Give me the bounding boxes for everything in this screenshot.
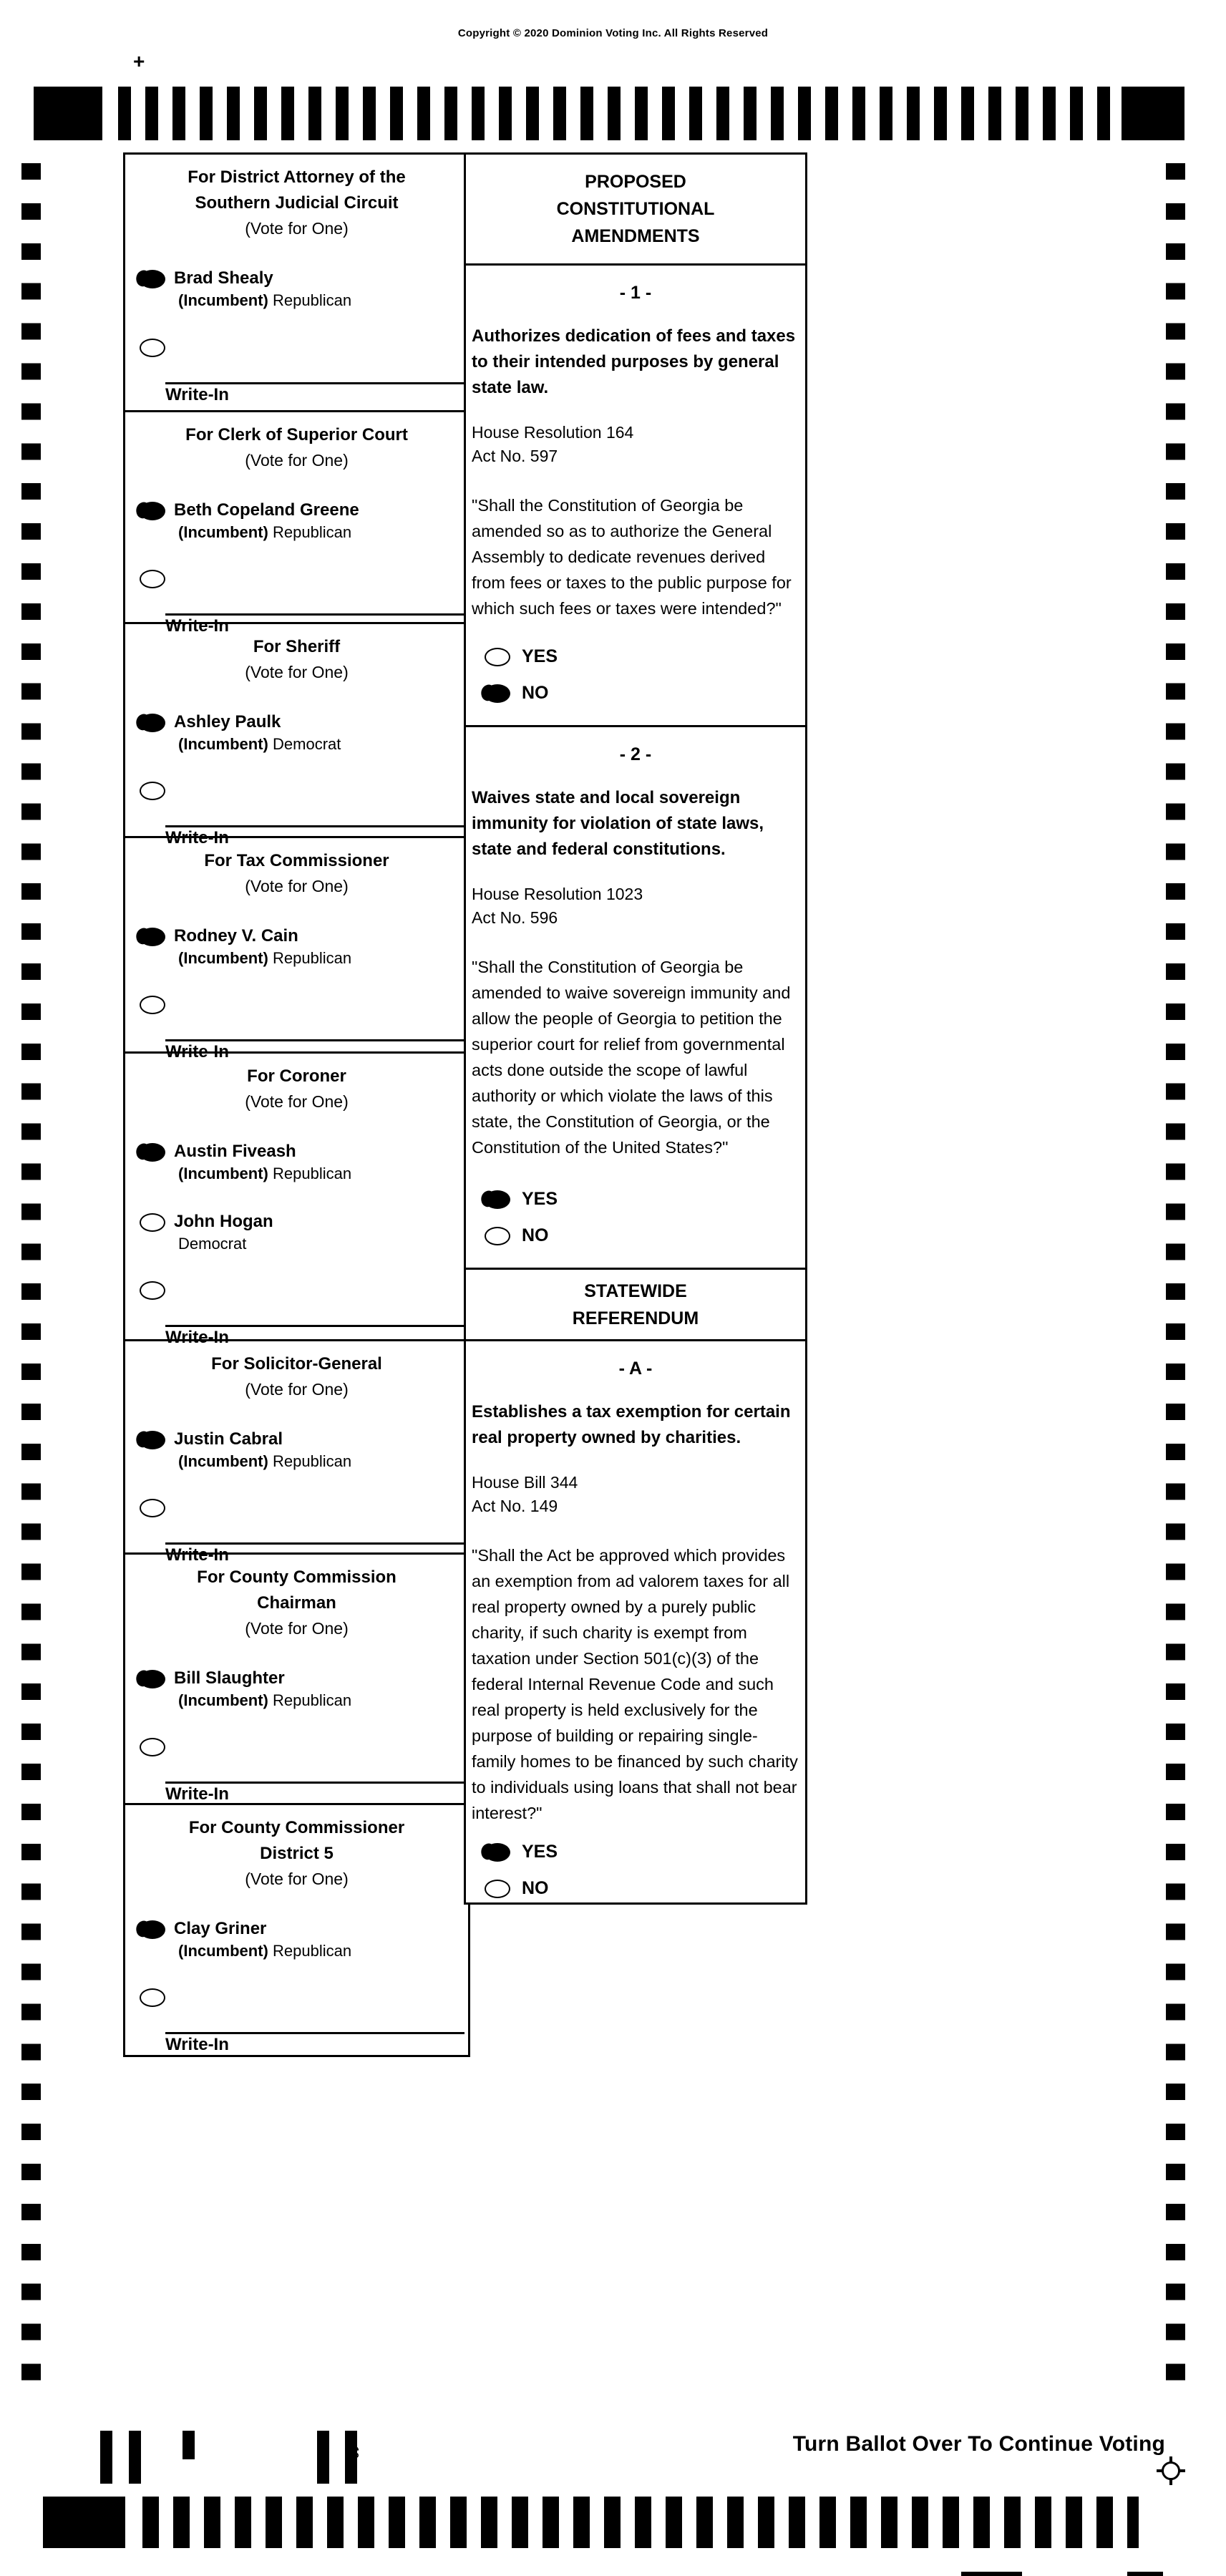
authority-line: House Resolution 164 <box>472 423 634 442</box>
fill-oval[interactable] <box>140 1431 165 1449</box>
incumbent-label: (Incumbent) <box>178 523 268 541</box>
measure-number: - 2 - <box>619 744 652 764</box>
candidate-info <box>174 1668 351 1711</box>
candidate-name: Ashley Paulk <box>174 712 281 732</box>
candidate-name: Brad Shealy <box>174 268 273 288</box>
contest-county-commission-chairman <box>125 1552 468 1803</box>
incumbent-label: (Incumbent) <box>178 1165 268 1182</box>
write-in-area <box>125 1499 468 1568</box>
write-in-label: Write-In <box>165 385 229 404</box>
measure-amendment-2 <box>466 725 805 1268</box>
candidate-party <box>178 1941 351 1961</box>
party-label: Democrat <box>273 735 341 753</box>
copyright-notice: Copyright © 2020 Dominion Voting Inc. All Rights Reserved <box>457 27 769 39</box>
candidate-option <box>125 711 468 754</box>
candidate-party <box>178 1452 351 1472</box>
party-label: Republican <box>273 1942 352 1960</box>
fill-oval[interactable] <box>485 648 510 666</box>
code-bar <box>183 2431 195 2459</box>
write-in-label: Write-In <box>165 1042 229 1061</box>
fill-oval[interactable] <box>140 782 165 800</box>
code-bar <box>317 2431 329 2484</box>
candidate-option <box>125 268 468 311</box>
candidate-info <box>174 925 351 968</box>
measure-referendum-a <box>466 1339 805 1902</box>
fill-oval[interactable] <box>140 1988 165 2007</box>
candidate-name: Rodney V. Cain <box>174 926 298 946</box>
incumbent-label: (Incumbent) <box>178 1452 268 1470</box>
timing-mark-row-bottom <box>142 2497 1139 2548</box>
contest-tax-commissioner <box>125 836 468 1061</box>
incumbent-label: (Incumbent) <box>178 1691 268 1709</box>
header-line: STATEWIDE <box>584 1280 687 1301</box>
authority-line: House Resolution 1023 <box>472 885 643 903</box>
candidate-list <box>125 1918 468 1988</box>
candidate-option <box>125 1211 468 1254</box>
fill-oval[interactable] <box>140 1499 165 1517</box>
contest-title <box>125 1815 468 1867</box>
contest-title <box>125 165 468 216</box>
fill-oval[interactable] <box>140 1143 165 1162</box>
candidate-party <box>178 734 341 754</box>
party-label: Republican <box>273 291 352 309</box>
choice-label: NO <box>522 1225 549 1245</box>
fill-oval[interactable] <box>140 1213 165 1232</box>
vote-instruction: (Vote for One) <box>245 219 349 238</box>
candidate-party <box>178 1164 351 1184</box>
contest-county-commissioner-district-5 <box>125 1803 468 2055</box>
choice-yes <box>472 1189 799 1210</box>
candidate-info <box>174 1211 273 1254</box>
measure-amendment-1 <box>466 263 805 725</box>
choice-label: YES <box>522 1842 558 1862</box>
choice-yes <box>472 1842 799 1862</box>
candidate-party <box>178 291 351 311</box>
contest-title <box>125 1064 468 1089</box>
measure-question: "Shall the Constitution of Georgia be amended to waive sovereign immunity and allow the people of Georgia to petition the superior court for relief from governmental acts done outside the scope of lawful authority or which violate the laws of this state, the Constitution of Georgia, or the Constitution of the United States?" <box>472 958 791 1157</box>
choice-label: NO <box>522 1878 549 1898</box>
fill-oval[interactable] <box>485 1843 510 1862</box>
measure-summary: Authorizes dedication of fees and taxes to their intended purposes by general state law. <box>472 326 796 397</box>
scan-artifact <box>961 2572 1022 2576</box>
write-in-label: Write-In <box>165 828 229 847</box>
fill-oval[interactable] <box>485 1227 510 1245</box>
timing-mark-block-top-left <box>34 87 102 140</box>
write-in-label: Write-In <box>165 2035 229 2054</box>
fill-oval[interactable] <box>140 928 165 946</box>
vote-instruction: (Vote for One) <box>245 1380 349 1399</box>
candidate-name: John Hogan <box>174 1212 273 1231</box>
candidate-option <box>125 1429 468 1472</box>
candidate-name: Clay Griner <box>174 1919 267 1938</box>
candidate-name: Bill Slaughter <box>174 1668 285 1688</box>
contest-sheriff <box>125 622 468 847</box>
write-in-area <box>125 339 468 407</box>
measure-authority <box>472 1471 799 1518</box>
candidate-info <box>174 500 359 543</box>
candidate-list <box>125 1141 468 1281</box>
fill-oval[interactable] <box>140 339 165 357</box>
contest-title-line: For District Attorney of the <box>188 167 406 187</box>
authority-line: House Bill 344 <box>472 1473 578 1492</box>
fill-oval[interactable] <box>140 270 165 288</box>
candidate-list <box>125 500 468 570</box>
code-bar <box>100 2431 112 2484</box>
vote-instruction: (Vote for One) <box>245 1870 349 1888</box>
candidate-option <box>125 925 468 968</box>
vote-instruction: (Vote for One) <box>245 877 349 895</box>
candidate-option <box>125 1668 468 1711</box>
fill-oval[interactable] <box>140 502 165 520</box>
choice-no <box>472 1225 799 1246</box>
header-line: REFERENDUM <box>572 1308 699 1328</box>
contest-district-attorney <box>125 155 468 410</box>
fill-oval[interactable] <box>140 714 165 732</box>
write-in-label: Write-In <box>165 616 229 636</box>
measure-choices <box>472 1173 799 1268</box>
target-circle <box>1162 2461 1180 2480</box>
measure-summary: Establishes a tax exemption for certain real property owned by charities. <box>472 1402 791 1447</box>
write-in-label: Write-In <box>165 1328 229 1347</box>
party-label: Republican <box>273 1165 352 1182</box>
authority-line: Act No. 596 <box>472 908 558 927</box>
fill-oval[interactable] <box>140 996 165 1014</box>
write-in-label: Write-In <box>165 1784 229 1804</box>
candidate-info <box>174 1429 351 1472</box>
fill-oval[interactable] <box>485 684 510 703</box>
party-label: Republican <box>273 523 352 541</box>
measure-question: "Shall the Constitution of Georgia be amended so as to authorize the General Assembly to dedicate revenues derived from fees or taxes to the public purpose for which such fees or taxes were intended?" <box>472 496 792 618</box>
contest-title-line: For Sheriff <box>253 637 341 656</box>
party-label: Republican <box>273 949 352 967</box>
contest-title-line: For Coroner <box>247 1066 346 1086</box>
candidate-name: Justin Cabral <box>174 1429 283 1449</box>
measure-number: - A - <box>618 1359 653 1379</box>
referendum-header <box>466 1268 805 1339</box>
choice-label: YES <box>522 646 558 666</box>
contest-title <box>125 1565 468 1616</box>
contest-title-line: For County Commissioner <box>188 1818 405 1837</box>
fill-oval[interactable] <box>140 570 165 588</box>
candidate-option <box>125 1141 468 1184</box>
fill-oval[interactable] <box>485 1190 510 1209</box>
measures-column <box>464 152 807 1905</box>
candidate-list <box>125 925 468 996</box>
choice-no <box>472 1878 799 1899</box>
candidate-name: Beth Copeland Greene <box>174 500 359 520</box>
scan-artifact <box>1127 2572 1163 2576</box>
contest-title <box>125 634 468 660</box>
timing-mark-block-bottom-left <box>43 2497 125 2548</box>
registration-target-icon <box>1157 2456 1185 2485</box>
contest-title-line: For Clerk of Superior Court <box>185 425 408 444</box>
measure-question: "Shall the Act be approved which provides an exemption from ad valorem taxes for all real property owned by a purely public charity, if such charity is exempt from taxation under Section 501(c)(3) of the federal Internal Revenue Code and such real property is held exclusively for the purpose of building or repairing single-family homes to be financed by such charity to individuals using loans that shall not bear interest?" <box>472 1546 798 1822</box>
fill-oval[interactable] <box>140 1281 165 1300</box>
header-line: PROPOSED <box>585 172 686 192</box>
header-line: AMENDMENTS <box>571 226 700 246</box>
candidate-list <box>125 1668 468 1738</box>
contest-title <box>125 422 468 448</box>
contest-solicitor-general <box>125 1339 468 1565</box>
write-in-label: Write-In <box>165 1545 229 1565</box>
code-bar <box>129 2431 141 2484</box>
choice-yes <box>472 646 799 667</box>
candidate-info <box>174 711 341 754</box>
timing-mark-column-right <box>1166 163 1185 2400</box>
contests-column <box>123 152 470 2057</box>
contest-coroner <box>125 1051 468 1347</box>
incumbent-label: (Incumbent) <box>178 291 268 309</box>
candidate-list <box>125 1429 468 1499</box>
incumbent-label: (Incumbent) <box>178 949 268 967</box>
timing-mark-block-top-right <box>1122 87 1184 140</box>
contest-title-line: For Solicitor-General <box>211 1354 382 1374</box>
candidate-list <box>125 711 468 782</box>
contest-title-line: Southern Judicial Circuit <box>195 193 399 213</box>
write-in-area <box>125 1988 468 2057</box>
fill-oval[interactable] <box>140 1670 165 1688</box>
contest-title-line: District 5 <box>260 1844 334 1863</box>
vote-instruction: (Vote for One) <box>245 1619 349 1638</box>
measure-number: - 1 - <box>619 283 652 303</box>
measure-authority <box>472 421 799 468</box>
choice-label: YES <box>522 1189 558 1209</box>
fill-oval[interactable] <box>485 1880 510 1898</box>
party-label: Republican <box>273 1691 352 1709</box>
timing-mark-column-left <box>21 163 41 2400</box>
candidate-party <box>178 1691 351 1711</box>
measure-summary: Waives state and local sovereign immunity for violation of state laws, state and federal constitutions. <box>472 788 764 859</box>
vote-instruction: (Vote for One) <box>245 451 349 470</box>
fill-oval[interactable] <box>140 1738 165 1756</box>
amendments-header <box>466 155 805 263</box>
timing-mark-row-top <box>118 87 1117 140</box>
registration-plus-mark: + <box>133 50 145 72</box>
measure-choices <box>472 631 799 725</box>
contest-title-line: For County Commission <box>197 1568 396 1587</box>
candidate-party <box>178 1234 273 1254</box>
write-in-area <box>125 570 468 638</box>
choice-label: NO <box>522 683 549 703</box>
write-in-area <box>125 782 468 850</box>
turn-ballot-over-notice: Turn Ballot Over To Continue Voting <box>792 2432 1165 2456</box>
candidate-party <box>178 948 351 968</box>
candidate-option <box>125 1918 468 1961</box>
vote-instruction: (Vote for One) <box>245 663 349 681</box>
contest-title-line: Chairman <box>257 1593 336 1613</box>
authority-line: Act No. 597 <box>472 447 558 465</box>
header-line: CONSTITUTIONAL <box>556 199 715 219</box>
vote-instruction: (Vote for One) <box>245 1092 349 1111</box>
candidate-list <box>125 268 468 338</box>
candidate-info <box>174 1918 351 1961</box>
fill-oval[interactable] <box>140 1920 165 1939</box>
write-in-area <box>125 996 468 1064</box>
candidate-info <box>174 1141 351 1184</box>
write-in-area <box>125 1738 468 1807</box>
choice-no <box>472 683 799 704</box>
candidate-info <box>174 268 351 311</box>
measure-authority <box>472 883 799 930</box>
contest-title-line: For Tax Commissioner <box>204 851 389 870</box>
authority-line: Act No. 149 <box>472 1497 558 1515</box>
party-label: Republican <box>273 1452 352 1470</box>
contest-title <box>125 848 468 874</box>
candidate-party <box>178 523 359 543</box>
party-label: Democrat <box>178 1235 247 1253</box>
sheet-number: 19 <box>349 2446 361 2459</box>
candidate-name: Austin Fiveash <box>174 1142 296 1161</box>
candidate-option <box>125 500 468 543</box>
incumbent-label: (Incumbent) <box>178 1942 268 1960</box>
contest-clerk-superior-court <box>125 410 468 636</box>
contest-title <box>125 1351 468 1377</box>
write-in-area <box>125 1281 468 1350</box>
incumbent-label: (Incumbent) <box>178 735 268 753</box>
measure-choices <box>472 1826 799 1920</box>
